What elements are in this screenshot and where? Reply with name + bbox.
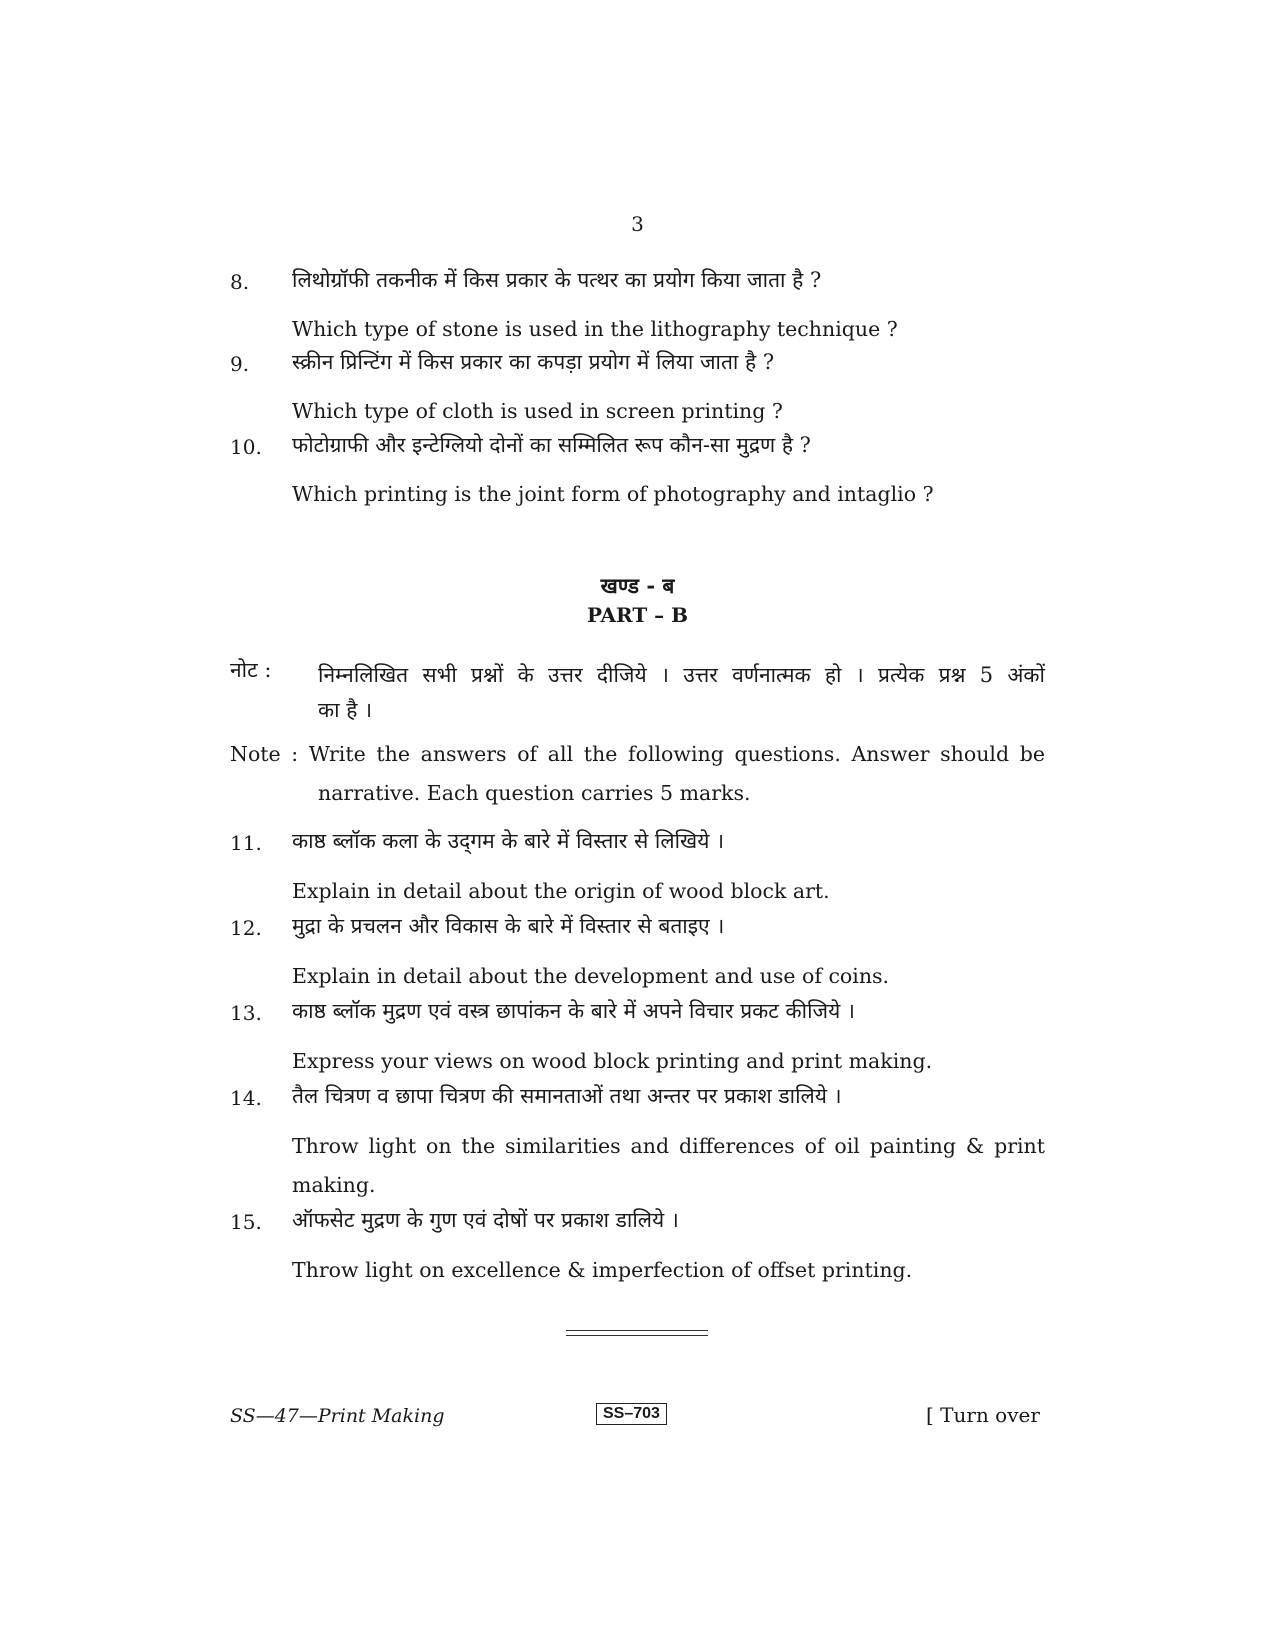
page-number: 3 [631, 212, 644, 236]
question-text-hindi: लिथोग्रॉफी तकनीक में किस प्रकार के पत्थर का प्रयोग किया जाता है ? [292, 268, 822, 292]
question-number: 15. [230, 1210, 262, 1234]
footer-turn-over: [ Turn over [926, 1403, 1040, 1427]
question-number: 10. [230, 435, 262, 459]
question-text-hindi: काष्ठ ब्लॉक मुद्रण एवं वस्त्र छापांकन के बारे में अपने विचार प्रकट कीजिये । [292, 999, 855, 1023]
note-text-english: Note : Write the answers of all the following questions. Answer should be [230, 742, 1045, 766]
question-number: 14. [230, 1086, 262, 1110]
footer-paper-code: SS–703 [596, 1403, 667, 1425]
question-number: 11. [230, 831, 262, 855]
question-text-english: Explain in detail about the origin of wood block art. [292, 879, 830, 903]
question-text-hindi: काष्ठ ब्लॉक कला के उद्‌गम के बारे में विस्तार से लिखिये । [292, 829, 725, 853]
question-text-hindi: ऑफसेट मुद्रण के गुण एवं दोषों पर प्रकाश डालिये । [292, 1208, 679, 1232]
question-text-english: Explain in detail about the development and use of coins. [292, 964, 890, 988]
note-text-hindi: निम्नलिखित सभी प्रश्नों के उत्तर दीजिये । उत्तर वर्णनात्मक हो । प्रत्येक प्रश्न 5 अंकों [318, 663, 1045, 687]
end-divider-bottom [566, 1335, 708, 1336]
question-text-english: Which printing is the joint form of photography and intaglio ? [292, 482, 934, 506]
part-heading-hindi: खण्ड - ब [600, 573, 675, 598]
note-label-hindi: नोट : [230, 658, 272, 682]
question-text-english: Which type of stone is used in the lithography technique ? [292, 317, 898, 341]
question-number: 13. [230, 1001, 262, 1025]
end-divider-top [566, 1330, 708, 1331]
question-text-hindi: तैल चित्रण व छापा चित्रण की समानताओं तथा अन्तर पर प्रकाश डालिये । [292, 1084, 842, 1108]
question-text-hindi: फोटोग्राफी और इन्टेग्लियो दोनों का सम्मिलित रूप कौन-सा मुद्रण है ? [292, 433, 811, 457]
question-number: 9. [230, 352, 250, 376]
part-heading-english: PART – B [586, 603, 689, 627]
question-text-hindi: स्क्रीन प्रिन्टिंग में किस प्रकार का कपड़ा प्रयोग में लिया जाता है ? [292, 350, 775, 374]
question-text-hindi: मुद्रा के प्रचलन और विकास के बारे में विस्तार से बताइए । [292, 914, 725, 938]
note-text-hindi-continued: का है । [318, 698, 373, 722]
question-text-english: Which type of cloth is used in screen printing ? [292, 399, 783, 423]
note-text-english-continued: narrative. Each question carries 5 marks. [318, 781, 751, 805]
question-text-english: Throw light on excellence & imperfection of offset printing. [292, 1258, 913, 1282]
question-text-english-continued: making. [292, 1173, 376, 1197]
footer-subject: SS—47—Print Making [230, 1405, 445, 1427]
question-number: 8. [230, 270, 250, 294]
question-text-english: Throw light on the similarities and differences of oil painting & print [292, 1134, 1045, 1158]
question-text-english: Express your views on wood block printing and print making. [292, 1049, 933, 1073]
question-number: 12. [230, 916, 262, 940]
